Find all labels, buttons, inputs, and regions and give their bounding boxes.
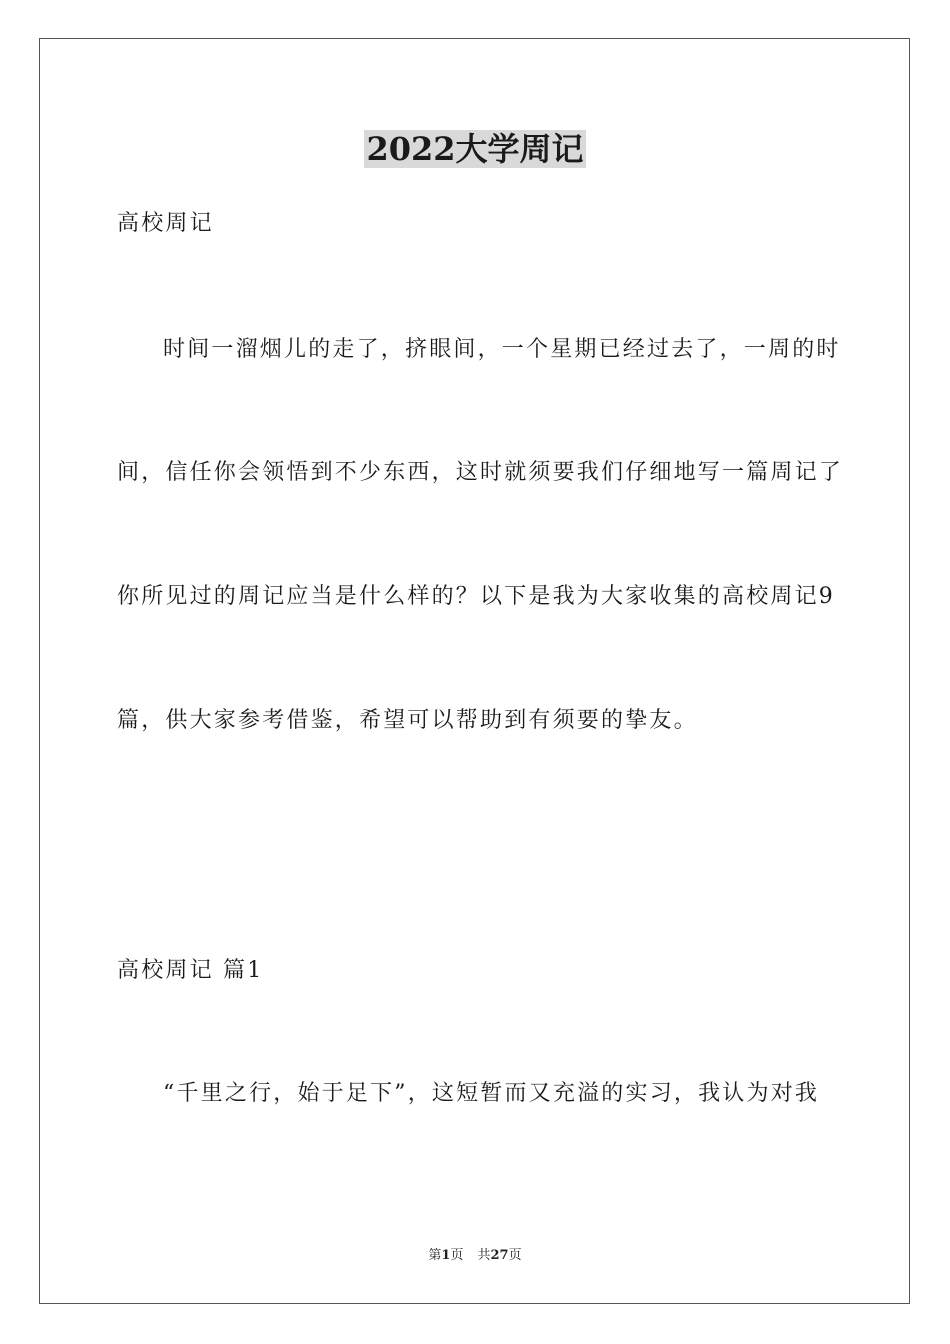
article-line-1: “千里之行，始于足下”，这短暂而又充溢的实习，我认为对我: [163, 1081, 820, 1106]
footer-page-total: 27: [490, 1248, 509, 1263]
intro-line-2: 间，信任你会领悟到不少东西，这时就须要我们仔细地写一篇周记了: [117, 460, 844, 485]
footer-page-current: 1: [441, 1248, 451, 1263]
section-heading: 高校周记: [117, 211, 214, 236]
footer-total-suffix: 页: [508, 1248, 522, 1263]
footer-page-prefix: 第: [428, 1248, 442, 1263]
document-title: [0, 128, 950, 170]
intro-line-3: 你所见过的周记应当是什么样的？以下是我为大家收集的高校周记9: [117, 584, 835, 609]
footer-page-suffix: 页: [450, 1248, 464, 1263]
page-footer: [0, 1247, 950, 1265]
intro-line-1: 时间一溜烟儿的走了，挤眼间，一个星期已经过去了，一周的时: [163, 337, 841, 362]
footer-total-prefix: 共: [477, 1248, 491, 1263]
intro-line-4: 篇，供大家参考借鉴，希望可以帮助到有须要的挚友。: [117, 708, 698, 733]
document-title-text: 2022大学周记: [366, 130, 584, 168]
article-heading: 高校周记 篇1: [117, 958, 264, 983]
